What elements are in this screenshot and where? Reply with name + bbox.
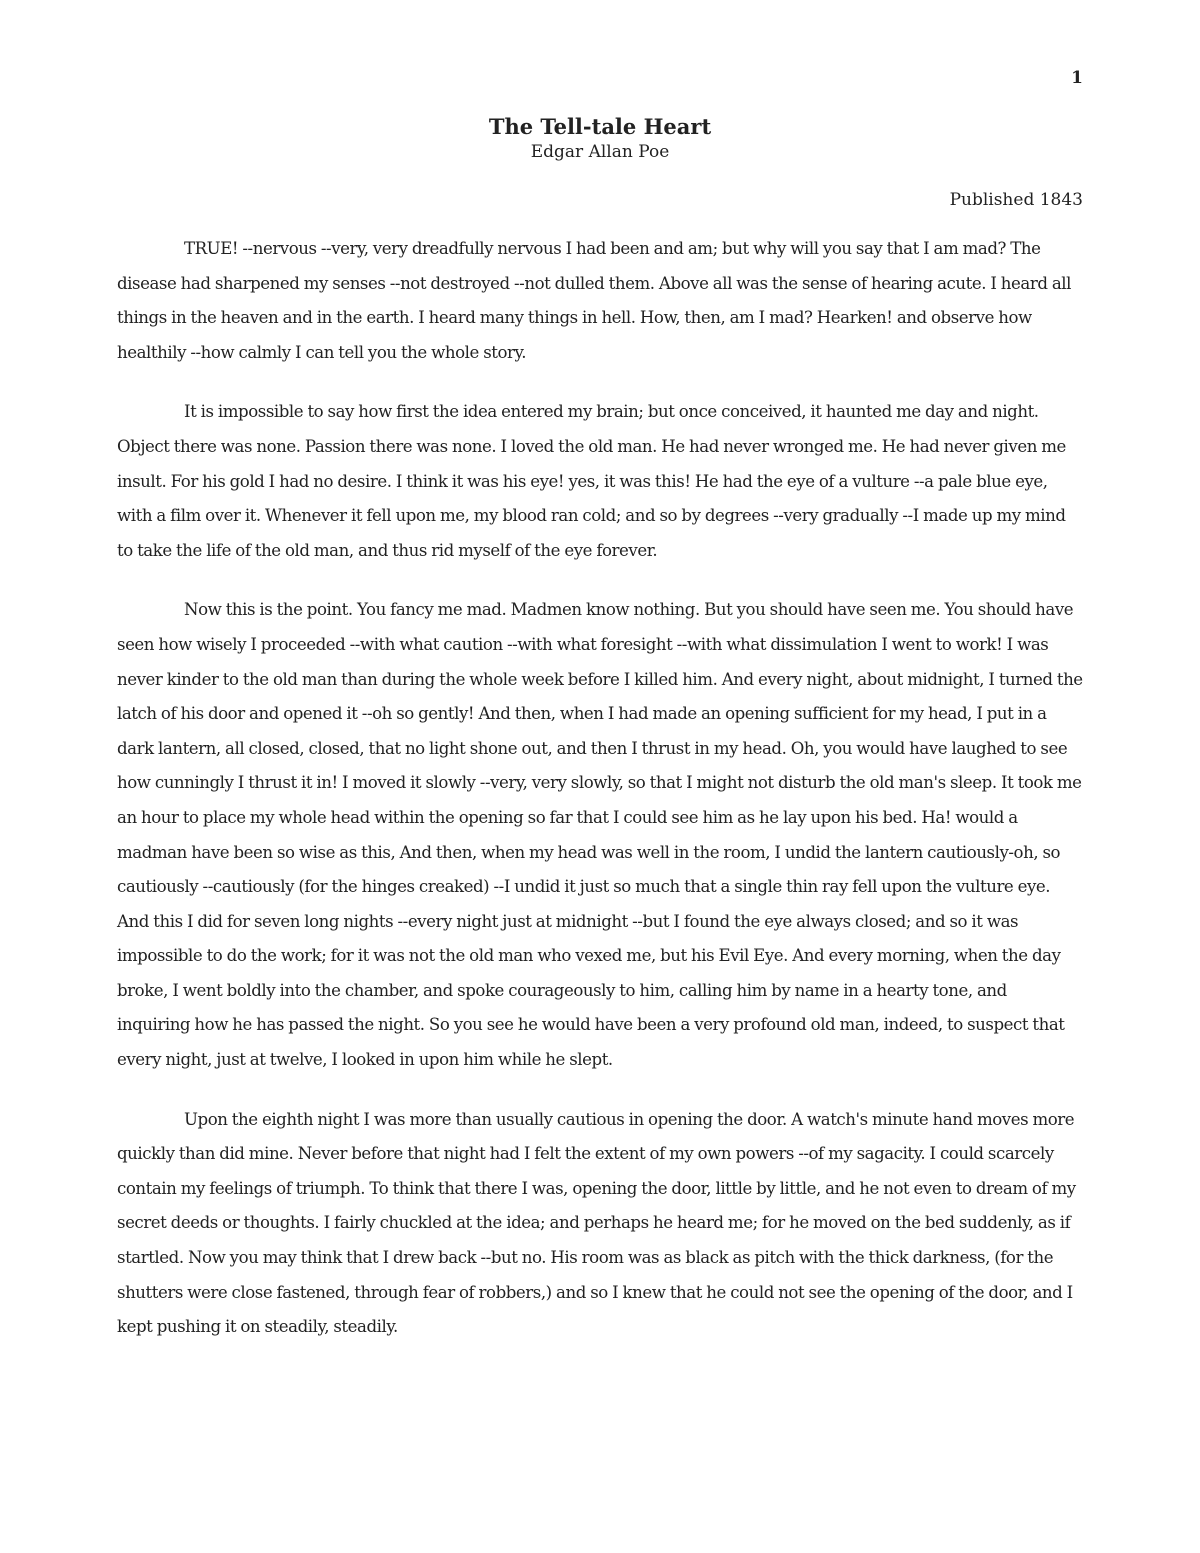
paragraph: Now this is the point. You fancy me mad. Madmen know nothing. But you should have seen me. You should have seen how wisely I proceeded --with what caution --with what foresight --with what dissimulation I went to work! I was never kinder to the old man than during the whole week before I killed him. And every night, about midnight, I turned the latch of his door and opened it --oh so gently! And then, when I had made an opening sufficient for my head, I put in a dark lantern, all closed, closed, that no light shone out, and then I thrust in my head. Oh, you would have laughed to see how cunningly I thrust it in! I moved it slowly --very, very slowly, so that I might not disturb the old man's sleep. It took me an hour to place my whole head within the opening so far that I could see him as he lay upon his bed. Ha! would a madman have been so wise as this, And then, when my head was well in the room, I undid the lantern cautiously-oh, so cautiously --cautiously (for the hinges creaked) --I undid it just so much that a single thin ray fell upon the vulture eye. And this I did for seven long nights --every night just at midnight --but I found the eye always closed; and so it was impossible to do the work; for it was not the old man who vexed me, but his Evil Eye. And every morning, when the day broke, I went boldly into the chamber, and spoke courageously to him, calling him by name in a hearty tone, and inquiring how he has passed the night. So you see he would have been a very profound old man, indeed, to suspect that every night, just at twelve, I looked in upon him while he slept.: [117, 600, 1083, 1070]
story-body: [117, 232, 1083, 1370]
author-name: Edgar Allan Poe: [530, 142, 670, 162]
story-title: The Tell-tale Heart: [488, 114, 712, 139]
paragraph: TRUE! --nervous --very, very dreadfully nervous I had been and am; but why will you say that I am mad? The disease had sharpened my senses --not destroyed --not dulled them. Above all was the sense of hearing acute. I heard all things in the heaven and in the earth. I heard many things in hell. How, then, am I mad? Hearken! and observe how healthily --how calmly I can tell you the whole story.: [117, 239, 1071, 362]
paragraph: It is impossible to say how first the idea entered my brain; but once conceived, it haunted me day and night. Object there was none. Passion there was none. I loved the old man. He had never wronged me. He had never given me insult. For his gold I had no desire. I think it was his eye! yes, it was this! He had the eye of a vulture --a pale blue eye, with a film over it. Whenever it fell upon me, my blood ran cold; and so by degrees --very gradually --I made up my mind to take the life of the old man, and thus rid myself of the eye forever.: [117, 402, 1066, 560]
page-number: 1: [1071, 68, 1083, 88]
paragraph: Upon the eighth night I was more than usually cautious in opening the door. A watch's minute hand moves more quickly than did mine. Never before that night had I felt the extent of my own powers --of my sagacity. I could scarcely contain my feelings of triumph. To think that there I was, opening the door, little by little, and he not even to dream of my secret deeds or thoughts. I fairly chuckled at the idea; and perhaps he heard me; for he moved on the bed suddenly, as if startled. Now you may think that I drew back --but no. His room was as black as pitch with the thick darkness, (for the shutters were close fastened, through fear of robbers,) and so I knew that he could not see the opening of the door, and I kept pushing it on steadily, steadily.: [117, 1109, 1076, 1337]
publication-date: Published 1843: [949, 190, 1083, 210]
